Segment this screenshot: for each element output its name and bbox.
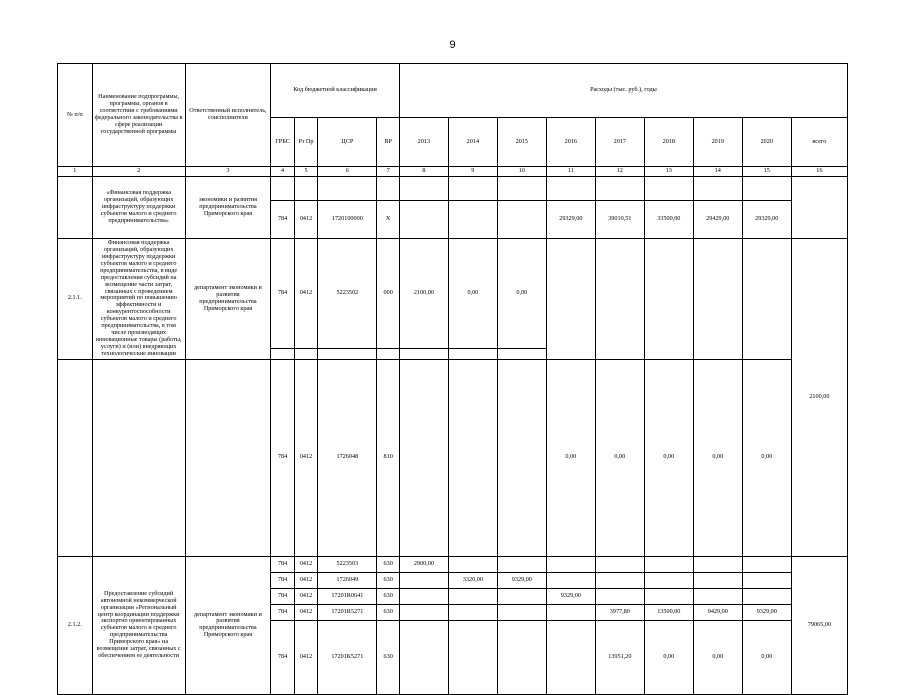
header-responsible: Ответственный исполнитель, соисполнители: [185, 64, 271, 167]
empty-cell: [58, 359, 93, 556]
amount-2018: [644, 588, 693, 604]
grbs-cell: 784: [271, 359, 294, 556]
col-number: 6: [318, 167, 377, 177]
col-number: 10: [497, 167, 546, 177]
vr-cell: 000: [377, 238, 399, 348]
col-number: 4: [271, 167, 294, 177]
header-kbk: Код бюджетной классификации: [271, 64, 400, 118]
amount-2015: [497, 359, 546, 556]
row-211-total: 2100,00: [791, 238, 847, 556]
header-year: 2018: [644, 118, 693, 167]
amount-2017: 3977,80: [595, 604, 644, 620]
header-grbs: ГРБС: [271, 118, 294, 167]
amount-2014: [448, 359, 497, 556]
amount-2013: 2100,00: [399, 238, 448, 348]
empty-cell: [546, 176, 595, 200]
header-num: № п/п: [58, 64, 93, 167]
amount-2019: [693, 556, 742, 572]
amount-2020: 9329,00: [742, 604, 791, 620]
empty-cell: [185, 359, 271, 556]
amount-2017: 39010,51: [595, 200, 644, 238]
csr-cell: 5223502: [318, 238, 377, 348]
amount-2016: [546, 620, 595, 694]
header-expenses: Расходы (тыс. руб.), годы: [399, 64, 847, 118]
amount-2016: 9329,00: [546, 588, 595, 604]
col-number: 15: [742, 167, 791, 177]
amount-2013: [399, 588, 448, 604]
program-num-cell: [58, 176, 93, 238]
program-responsible: экономики и развития предпринимательства Приморского края: [185, 176, 271, 238]
empty-cell: [742, 176, 791, 200]
empty-cell: [318, 348, 377, 359]
vr-cell: 630: [377, 604, 399, 620]
col-number: 2: [92, 167, 185, 177]
header-row-1: [58, 64, 848, 118]
amount-2016: [546, 572, 595, 588]
vr-cell: 630: [377, 556, 399, 572]
amount-2017: [595, 572, 644, 588]
empty-cell: [497, 176, 546, 200]
empty-cell: [399, 176, 448, 200]
csr-cell: 17201К5271: [318, 620, 377, 694]
amount-2018: 33500,00: [644, 200, 693, 238]
empty-cell: [448, 176, 497, 200]
empty-cell: [595, 176, 644, 200]
csr-cell: 1726049: [318, 572, 377, 588]
amount-2019: 9429,00: [693, 604, 742, 620]
row-211-line-1: [58, 238, 848, 348]
amount-2014: [448, 620, 497, 694]
amount-2019: 29429,00: [693, 200, 742, 238]
col-number: 12: [595, 167, 644, 177]
amount-2013: [399, 620, 448, 694]
rzpr-cell: 0412: [294, 620, 317, 694]
col-number: 5: [294, 167, 317, 177]
header-year: 2015: [497, 118, 546, 167]
amount-2015: [497, 200, 546, 238]
empty-cell: [294, 176, 317, 200]
vr-cell: 630: [377, 620, 399, 694]
amount-2018: 0,00: [644, 359, 693, 556]
col-number: 11: [546, 167, 595, 177]
col-number: 9: [448, 167, 497, 177]
empty-cell: [448, 348, 497, 359]
header-csr: ЦСР: [318, 118, 377, 167]
col-number: 8: [399, 167, 448, 177]
grbs-cell: 784: [271, 556, 294, 572]
rzpr-cell: 0412: [294, 572, 317, 588]
amount-2017: 0,00: [595, 359, 644, 556]
csr-cell: 17201R0641: [318, 588, 377, 604]
amount-2016: 0,00: [546, 359, 595, 556]
empty-cell: [271, 348, 294, 359]
program-total: [791, 176, 847, 238]
budget-table: [57, 63, 848, 695]
rzpr-cell: 0412: [294, 588, 317, 604]
row-212-name: Предоставление субсидий автономной некоммерческой организации «Региональный центр координации поддержки экспортно ориентированных субъектов малого и среднего предпринимательства Приморского края» на возмещение затрат, связанных с обеспечением ее деятельности: [92, 556, 185, 694]
row-212-line-1: [58, 556, 848, 572]
rzpr-cell: 0412: [294, 556, 317, 572]
amount-2017: [595, 588, 644, 604]
amount-2018: 0,00: [644, 620, 693, 694]
header-vr: ВР: [377, 118, 399, 167]
header-year: 2013: [399, 118, 448, 167]
empty-cell: [693, 238, 742, 359]
amount-2013: 2900,00: [399, 556, 448, 572]
empty-cell: [644, 176, 693, 200]
empty-cell: [693, 176, 742, 200]
col-number: 14: [693, 167, 742, 177]
amount-2014: [448, 604, 497, 620]
empty-cell: [497, 348, 546, 359]
header-year: 2019: [693, 118, 742, 167]
amount-2018: [644, 572, 693, 588]
grbs-cell: 784: [271, 588, 294, 604]
empty-cell: [92, 359, 185, 556]
col-number: 13: [644, 167, 693, 177]
header-year: 2017: [595, 118, 644, 167]
empty-cell: [377, 348, 399, 359]
amount-2017: 13951,20: [595, 620, 644, 694]
amount-2014: [448, 556, 497, 572]
amount-2016: 29329,00: [546, 200, 595, 238]
amount-2015: [497, 556, 546, 572]
empty-cell: [742, 238, 791, 359]
amount-2015: 9329,00: [497, 572, 546, 588]
amount-2015: [497, 588, 546, 604]
header-year: 2020: [742, 118, 791, 167]
rzpr-cell: 0412: [294, 604, 317, 620]
empty-cell: [318, 176, 377, 200]
amount-2018: 13500,00: [644, 604, 693, 620]
amount-2020: [742, 588, 791, 604]
header-total: всего: [791, 118, 847, 167]
row-212-total: 79065,00: [791, 556, 847, 694]
csr-cell: 17201R5271: [318, 604, 377, 620]
rzpr-cell: 0412: [294, 359, 317, 556]
amount-2019: [693, 588, 742, 604]
col-number: 16: [791, 167, 847, 177]
col-number: 3: [185, 167, 271, 177]
empty-cell: [271, 176, 294, 200]
amount-2020: [742, 556, 791, 572]
vr-cell: 630: [377, 588, 399, 604]
amount-2018: [644, 556, 693, 572]
vr-cell: 630: [377, 572, 399, 588]
column-number-row: [58, 167, 848, 177]
header-year: 2014: [448, 118, 497, 167]
amount-2015: [497, 620, 546, 694]
amount-2019: [693, 572, 742, 588]
empty-cell: [595, 238, 644, 359]
row-212-responsible: департамент экономики и развития предпринимательства Приморского края: [185, 556, 271, 694]
page-number: 9: [449, 39, 456, 51]
amount-2019: 0,00: [693, 620, 742, 694]
amount-2016: [546, 604, 595, 620]
rzpr-cell: 0412: [294, 200, 317, 238]
empty-cell: [377, 176, 399, 200]
amount-2014: [448, 588, 497, 604]
amount-2014: 3320,00: [448, 572, 497, 588]
amount-2020: 29329,00: [742, 200, 791, 238]
grbs-cell: 784: [271, 238, 294, 348]
grbs-cell: 784: [271, 200, 294, 238]
program-row-top: [58, 176, 848, 200]
amount-2013: [399, 604, 448, 620]
empty-cell: [294, 348, 317, 359]
amount-2013: [399, 359, 448, 556]
amount-2016: [546, 556, 595, 572]
amount-2020: 0,00: [742, 620, 791, 694]
empty-cell: [399, 348, 448, 359]
program-name: «Финансовая поддержка организаций, образующих инфраструктуру поддержки субъектов малого и среднего предпринимательства»: [92, 176, 185, 238]
amount-2017: [595, 556, 644, 572]
amount-2019: 0,00: [693, 359, 742, 556]
row-211-num: 2.1.1.: [58, 238, 93, 359]
amount-2020: [742, 572, 791, 588]
amount-2015: 0,00: [497, 238, 546, 348]
row-211-responsible: департамент экономики и развития предпринимательства Приморского края: [185, 238, 271, 359]
col-number: 7: [377, 167, 399, 177]
header-year: 2016: [546, 118, 595, 167]
csr-cell: 1720100000: [318, 200, 377, 238]
row-211-line-2: [58, 359, 848, 556]
amount-2013: [399, 572, 448, 588]
row-211-name: Финансовая поддержка организаций, образующих инфраструктуру поддержки субъектов малого и среднего предпринимательства, в виде предоставления субсидий на возмещение части затрат, связанных с проведением мероприятий по повышению эффективности и конкурентоспособности субъектов малого и среднего предпринимательства, в том числе производящих инновационные товары (работы, услуги) и (или) внедряющих технологические инновации: [92, 238, 185, 359]
amount-2014: 0,00: [448, 238, 497, 348]
row-212-num: 2.1.2.: [58, 556, 93, 694]
csr-cell: 1726048: [318, 359, 377, 556]
vr-cell: Х: [377, 200, 399, 238]
csr-cell: 5223503: [318, 556, 377, 572]
header-rzpr: Рз Пр: [294, 118, 317, 167]
vr-cell: 810: [377, 359, 399, 556]
col-number: 1: [58, 167, 93, 177]
amount-2014: [448, 200, 497, 238]
grbs-cell: 784: [271, 572, 294, 588]
grbs-cell: 784: [271, 604, 294, 620]
empty-cell: [546, 238, 595, 359]
rzpr-cell: 0412: [294, 238, 317, 348]
header-name: Наименование подпрограммы, программы, органов в соответствии с требованиями федерального законодательства в сфере реализации государственной программы: [92, 64, 185, 167]
empty-cell: [644, 238, 693, 359]
grbs-cell: 784: [271, 620, 294, 694]
amount-2020: 0,00: [742, 359, 791, 556]
amount-2015: [497, 604, 546, 620]
amount-2013: [399, 200, 448, 238]
